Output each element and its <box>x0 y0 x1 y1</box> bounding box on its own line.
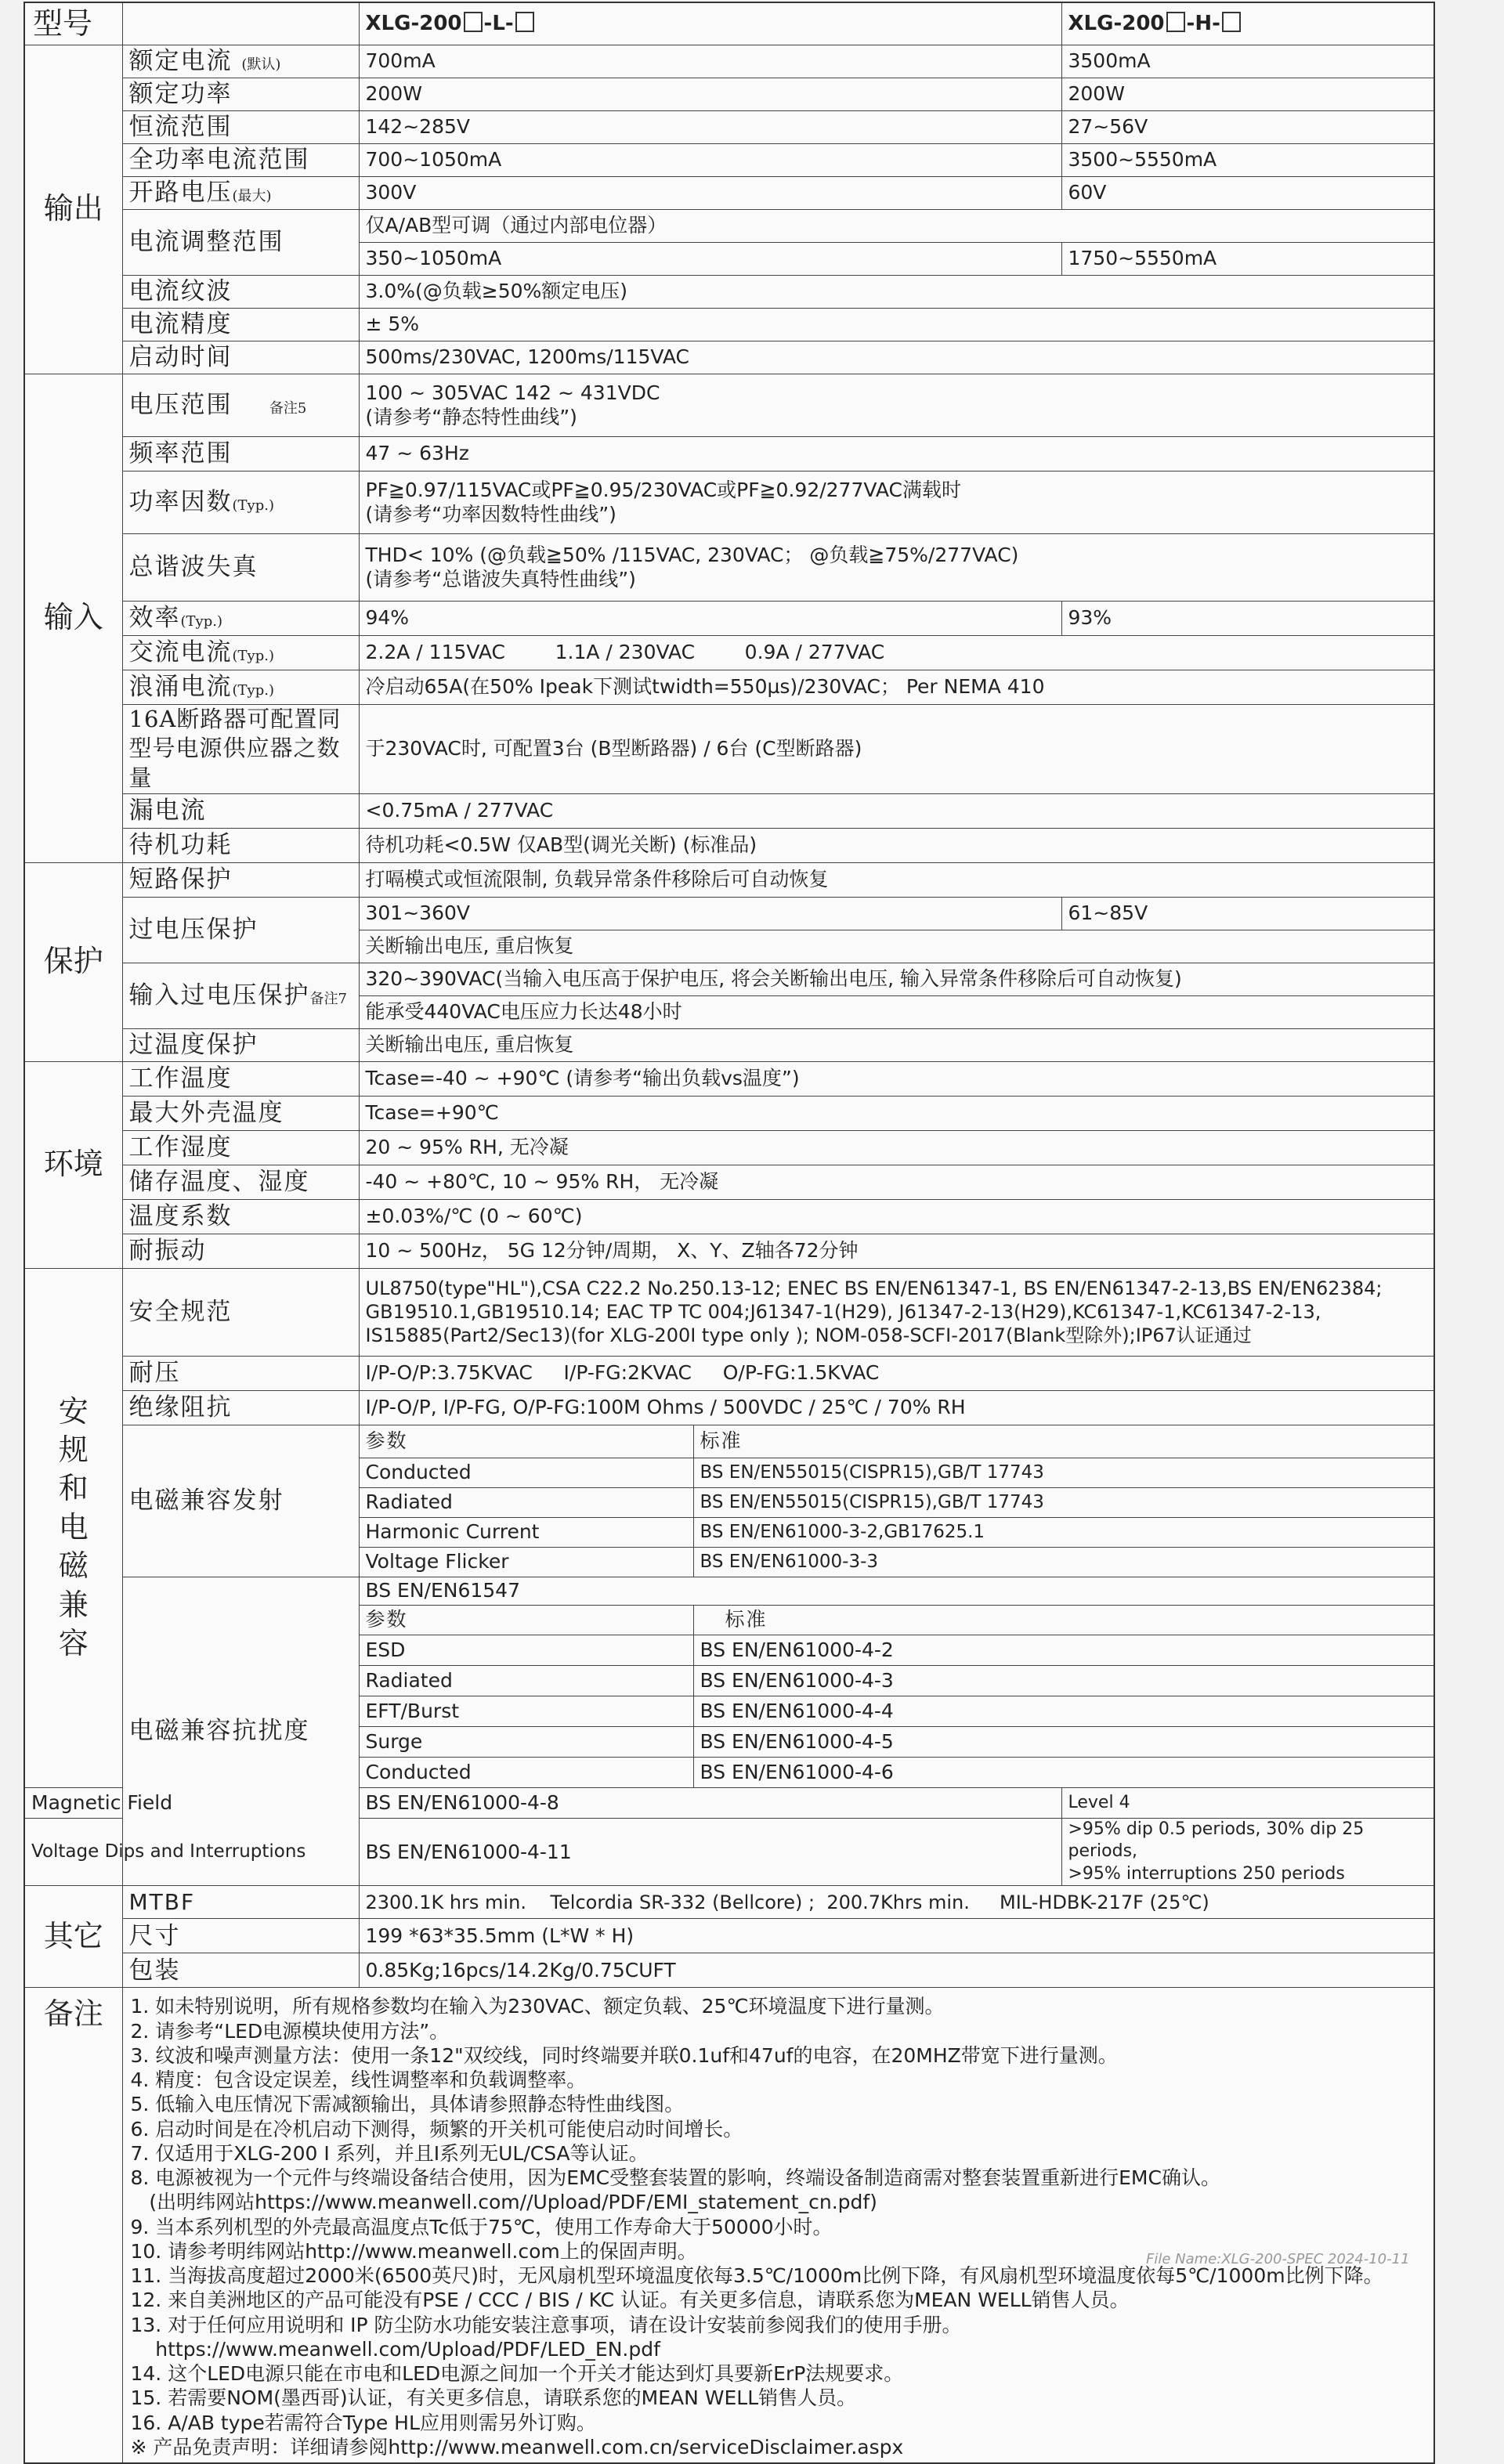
max-case-label: 最大外壳温度 <box>122 1096 359 1130</box>
emc-emission-label: 电磁兼容发射 <box>122 1425 359 1577</box>
note-item: 12. 来自美洲地区的产品可能没有PSE / CCC / BIS / KC 认证。有关更多信息，请联系您为MEAN WELL销售人员。 <box>130 2289 1130 2312</box>
working-temp-value: Tcase=-40 ~ +90℃ (请参考“输出负载vs温度”) <box>359 1061 1434 1096</box>
emission-param: Conducted <box>359 1458 693 1487</box>
immunity-header-param: 参数 <box>359 1605 693 1635</box>
thd-label: 总谐波失真 <box>122 533 359 601</box>
model-label: 型号 <box>24 2 122 45</box>
vibration-label: 耐振动 <box>122 1234 359 1268</box>
immunity-standard-ref: BS EN/EN61000-4-8 <box>359 1787 1061 1818</box>
efficiency-l: 94% <box>359 601 1061 635</box>
note-item: 6. 启动时间是在冷机启动下测得，频繁的开关机可能使启动时间增长。 <box>130 2117 743 2141</box>
isolation-value: I/P-O/P, I/P-FG, O/P-FG:100M Ohms / 500VDC / 25℃ / 70% RH <box>359 1390 1434 1425</box>
spec-table <box>24 2 1435 2464</box>
leakage-label: 漏电流 <box>122 793 359 828</box>
note-item: 13. 对于任何应用说明和 IP 防尘防水功能安装注意事项，请在设计安装前参阅我们的使用手册。 <box>130 2313 962 2336</box>
rated-current-l: 700mA <box>359 45 1061 78</box>
short-circuit-value: 打嗝模式或恒流限制, 负载异常条件移除后可自动恢复 <box>359 862 1434 897</box>
immunity-param: EFT/Burst <box>359 1696 693 1726</box>
full-power-range-label: 全功率电流范围 <box>122 143 359 176</box>
safety-standards-value: UL8750(type"HL"),CSA C22.2 No.250.13-12; ENEC BS EN/EN61347-1, BS EN/EN61347-2-13,BS EN/EN62384; GB19510.1,GB19510.14; EAC TP TC 004;J61347-1(H29), J61347-2-13(H29),KC61347-1,KC61347-2-13, IS15885(Part2/Sec13)(for XLG-200I type only ); NOM-058-SCFI-2017(Blank型除外);IP67认证通过 <box>359 1268 1434 1356</box>
working-temp-label: 工作温度 <box>122 1061 359 1096</box>
emission-standard: BS EN/EN61000-3-3 <box>693 1547 1434 1577</box>
adj-range-label: 电流调整范围 <box>122 209 359 275</box>
full-power-range-h: 3500~5550mA <box>1061 143 1434 176</box>
max-case-value: Tcase=+90℃ <box>359 1096 1434 1130</box>
rated-power-h: 200W <box>1061 78 1434 110</box>
adj-range-l: 350~1050mA <box>359 242 1061 275</box>
tolerance-label: 电流精度 <box>122 308 359 341</box>
note-item: 9. 当本系列机型的外壳最高温度点Tc低于75℃，使用工作寿命大于50000小时。 <box>130 2215 833 2238</box>
withstand-value: I/P-O/P:3.75KVAC I/P-FG:2KVAC O/P-FG:1.5KVAC <box>359 1356 1434 1390</box>
breaker-label: 16A断路器可配置同型号电源供应器之数量 <box>122 704 359 793</box>
immunity-level: >95% dip 0.5 periods, 30% dip 25 periods, >95% interruptions 250 periods <box>1061 1818 1434 1886</box>
packing-value: 0.85Kg;16pcs/14.2Kg/0.75CUFT <box>359 1953 1434 1988</box>
rated-power-label: 额定功率 <box>122 78 359 110</box>
emission-standard: BS EN/EN55015(CISPR15),GB/T 17743 <box>693 1458 1434 1487</box>
emission-header-param: 参数 <box>359 1425 693 1458</box>
immunity-param: ESD <box>359 1635 693 1665</box>
model-header-row <box>24 2 1434 45</box>
pf-value: PF≧0.97/115VAC或PF≧0.95/230VAC或PF≧0.92/277VAC满载时 (请参考“功率因数特性曲线”) <box>359 471 1434 533</box>
temp-coef-value: ±0.03%/℃ (0 ~ 60℃) <box>359 1199 1434 1234</box>
note-item: 10. 请参考明纬网站http://www.meanwell.com上的保固声明。 <box>130 2239 697 2263</box>
tolerance-value: ± 5% <box>359 308 1434 341</box>
adj-range-h: 1750~5550mA <box>1061 242 1434 275</box>
vibration-value: 10 ~ 500Hz， 5G 12分钟/周期， X、Y、Z轴各72分钟 <box>359 1234 1434 1268</box>
safety-standards-label: 安全规范 <box>122 1268 359 1356</box>
efficiency-label: 效率(Typ.) <box>122 601 359 635</box>
cc-range-label: 恒流范围 <box>122 110 359 143</box>
immunity-standard-ref: BS EN/EN61000-4-6 <box>693 1757 1434 1787</box>
iovp-line1: 320~390VAC(当输入电压高于保护电压, 将会关断输出电压, 输入异常条件移除后可自动恢复) <box>359 963 1434 995</box>
file-name-footer: File Name:XLG-200-SPEC 2024-10-11 <box>1146 2251 1410 2267</box>
immunity-param: Surge <box>359 1726 693 1757</box>
immunity-param: Voltage Dips and Interruptions <box>24 1818 122 1886</box>
model-l: XLG-200 -L- <box>359 2 1061 45</box>
emission-standard: BS EN/EN61000-3-2,GB17625.1 <box>693 1517 1434 1547</box>
model-h: XLG-200 -H- <box>1061 2 1434 45</box>
immunity-standard-ref: BS EN/EN61000-4-5 <box>693 1726 1434 1757</box>
note-item: 14. 这个LED电源只能在市电和LED电源之间加一个开关才能达到灯具要新ErP法规要求。 <box>130 2362 904 2386</box>
ac-current-label: 交流电流(Typ.) <box>122 635 359 670</box>
setup-label: 启动时间 <box>122 341 359 374</box>
temp-coef-label: 温度系数 <box>122 1199 359 1234</box>
humidity-label: 工作湿度 <box>122 1130 359 1165</box>
section-environment: 环境 <box>24 1061 122 1268</box>
note-item: 2. 请参考“LED电源模块使用方法”。 <box>130 2019 450 2043</box>
ripple-value: 3.0%(@负载≥50%额定电压) <box>359 275 1434 308</box>
iovp-line2: 能承受440VAC电压应力长达48小时 <box>359 995 1434 1028</box>
ovp-l: 301~360V <box>359 897 1061 930</box>
pf-label: 功率因数(Typ.) <box>122 471 359 533</box>
immunity-standard-ref: BS EN/EN61000-4-3 <box>693 1665 1434 1696</box>
emission-param: Radiated <box>359 1487 693 1517</box>
storage-label: 储存温度、湿度 <box>122 1165 359 1199</box>
frequency-value: 47 ~ 63Hz <box>359 436 1434 471</box>
immunity-standard: BS EN/EN61547 <box>359 1577 1434 1605</box>
otp-value: 关断输出电压, 重启恢复 <box>359 1028 1434 1061</box>
rated-current-label: 额定电流 (默认) <box>122 45 359 78</box>
setup-value: 500ms/230VAC, 1200ms/115VAC <box>359 341 1434 374</box>
note-item: ※ 产品免责声明：详细请参阅http://www.meanwell.com.cn/serviceDisclaimer.aspx <box>130 2435 904 2459</box>
immunity-param: Magnetic Field <box>24 1787 122 1818</box>
immunity-standard-ref: BS EN/EN61000-4-4 <box>693 1696 1434 1726</box>
section-input: 输入 <box>24 374 122 862</box>
section-protection: 保护 <box>24 862 122 1061</box>
ovp-h: 61~85V <box>1061 897 1434 930</box>
section-notes: 备注 <box>24 1988 122 2463</box>
note-item: 3. 纹波和噪声测量方法：使用一条12"双绞线，同时终端要并联0.1uf和47uf的电容，在20MHZ带宽下进行量测。 <box>130 2043 1118 2067</box>
note-item: 7. 仅适用于XLG-200 I 系列，并且I系列无UL/CSA等认证。 <box>130 2141 649 2165</box>
emission-param: Voltage Flicker <box>359 1547 693 1577</box>
withstand-label: 耐压 <box>122 1356 359 1390</box>
mtbf-value: 2300.1K hrs min. Telcordia SR-332 (Bellcore) ; 200.7Khrs min. MIL-HDBK-217F (25℃) <box>359 1886 1434 1919</box>
inrush-label: 浪涌电流(Typ.) <box>122 670 359 704</box>
open-circuit-l: 300V <box>359 176 1061 209</box>
ovp-action: 关断输出电压, 重启恢复 <box>359 930 1434 963</box>
immunity-level: Level 4 <box>1061 1787 1434 1818</box>
packing-label: 包装 <box>122 1953 359 1988</box>
note-item: 5. 低输入电压情况下需减额输出，具体请参照静态特性曲线图。 <box>130 2093 685 2116</box>
ripple-label: 电流纹波 <box>122 275 359 308</box>
immunity-param: Conducted <box>359 1757 693 1787</box>
standby-value: 待机功耗<0.5W 仅AB型(调光关断) (标准品) <box>359 828 1434 862</box>
note-item: (出明纬网站https://www.meanwell.com//Upload/PDF/EMI_statement_cn.pdf) <box>130 2191 877 2214</box>
open-circuit-h: 60V <box>1061 176 1434 209</box>
note-item: 8. 电源被视为一个元件与终端设备结合使用，因为EMC受整套装置的影响，终端设备制造商需对整套装置重新进行EMC确认。 <box>130 2166 1220 2190</box>
frequency-label: 频率范围 <box>122 436 359 471</box>
standby-label: 待机功耗 <box>122 828 359 862</box>
emc-immunity-label: 电磁兼容抗扰度 <box>122 1577 359 1886</box>
note-item: 16. A/AB type若需符合Type HL应用则需另外订购。 <box>130 2411 596 2434</box>
ovp-label: 过电压保护 <box>122 897 359 963</box>
note-item: 1. 如未特别说明，所有规格参数均在输入为230VAC、额定负载、25℃环境温度下进行量测。 <box>130 1995 945 2018</box>
immunity-standard-ref: BS EN/EN61000-4-11 <box>359 1818 1061 1886</box>
ac-current-value: 2.2A / 115VAC 1.1A / 230VAC 0.9A / 277VAC <box>359 635 1434 670</box>
breaker-value: 于230VAC时, 可配置3台 (B型断路器) / 6台 (C型断路器) <box>359 704 1434 793</box>
immunity-header-standard: 标准 <box>693 1605 1434 1635</box>
rated-power-l: 200W <box>359 78 1061 110</box>
notes-list <box>122 1988 1434 2463</box>
cc-range-l: 142~285V <box>359 110 1061 143</box>
voltage-range-value: 100 ~ 305VAC 142 ~ 431VDC (请参考“静态特性曲线”) <box>359 374 1434 436</box>
isolation-label: 绝缘阻抗 <box>122 1390 359 1425</box>
emission-param: Harmonic Current <box>359 1517 693 1547</box>
adj-range-desc: 仅A/AB型可调（通过内部电位器） <box>359 209 1434 242</box>
cc-range-h: 27~56V <box>1061 110 1434 143</box>
note-item: 4. 精度：包含设定误差，线性调整率和负载调整率。 <box>130 2068 587 2092</box>
leakage-value: <0.75mA / 277VAC <box>359 793 1434 828</box>
mtbf-label: MTBF <box>122 1886 359 1919</box>
inrush-value: 冷启动65A(在50% Ipeak下测试twidth=550µs)/230VAC； Per NEMA 410 <box>359 670 1434 704</box>
full-power-range-l: 700~1050mA <box>359 143 1061 176</box>
open-circuit-label: 开路电压(最大) <box>122 176 359 209</box>
rated-current-h: 3500mA <box>1061 45 1434 78</box>
note-item: https://www.meanwell.com/Upload/PDF/LED_EN.pdf <box>130 2337 660 2361</box>
section-others: 其它 <box>24 1886 122 1988</box>
note-item: 15. 若需要NOM(墨西哥)认证，有关更多信息，请联系您的MEAN WELL销售人员。 <box>130 2386 857 2410</box>
section-safety-emc: 安规和电磁兼容 <box>24 1268 122 1787</box>
short-circuit-label: 短路保护 <box>122 862 359 897</box>
iovp-label: 输入过电压保护备注7 <box>122 963 359 1028</box>
section-output: 输出 <box>24 45 122 374</box>
voltage-range-label: 电压范围 备注5 <box>122 374 359 436</box>
storage-value: -40 ~ +80℃, 10 ~ 95% RH， 无冷凝 <box>359 1165 1434 1199</box>
efficiency-h: 93% <box>1061 601 1434 635</box>
emission-standard: BS EN/EN55015(CISPR15),GB/T 17743 <box>693 1487 1434 1517</box>
humidity-value: 20 ~ 95% RH, 无冷凝 <box>359 1130 1434 1165</box>
otp-label: 过温度保护 <box>122 1028 359 1061</box>
dimension-label: 尺寸 <box>122 1919 359 1953</box>
note-item: 11. 当海拔高度超过2000米(6500英尺)时，无风扇机型环境温度依每3.5℃/1000m比例下降，有风扇机型环境温度依每5℃/1000m比例下降。 <box>130 2264 1383 2288</box>
immunity-param: Radiated <box>359 1665 693 1696</box>
dimension-value: 199 *63*35.5mm (L*W * H) <box>359 1919 1434 1953</box>
emission-header-standard: 标准 <box>693 1425 1434 1458</box>
thd-value: THD< 10% (@负载≧50% /115VAC, 230VAC； @负载≧75%/277VAC) (请参考“总谐波失真特性曲线”) <box>359 533 1434 601</box>
immunity-standard-ref: BS EN/EN61000-4-2 <box>693 1635 1434 1665</box>
